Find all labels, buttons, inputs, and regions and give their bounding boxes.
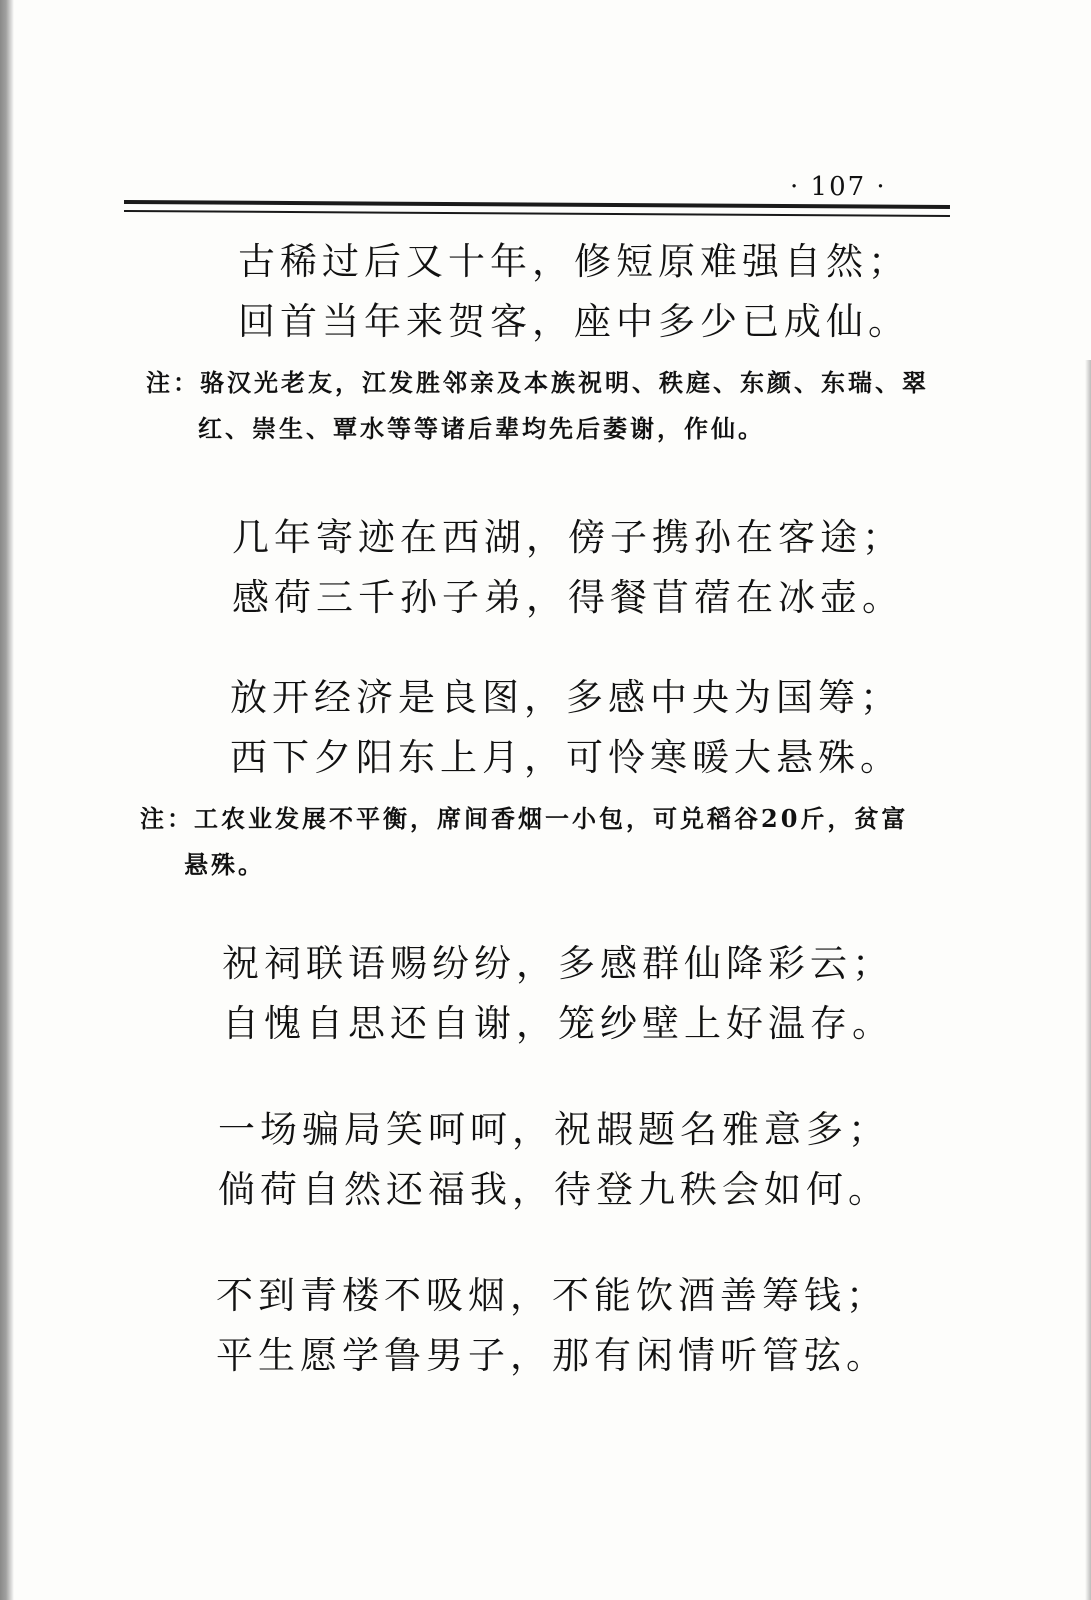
scan-edge-shadow-left (0, 0, 14, 1600)
footnote-line: 注：工农业发展不平衡，席间香烟一小包，可兑稻谷20斤，贫富 (140, 804, 909, 833)
poem-line: 倘荷自然还福我，待登九秩会如何。 (218, 1168, 890, 1211)
poem-line: 不到青楼不吸烟，不能饮酒善筹钱； (216, 1274, 888, 1317)
footnote-1 (146, 360, 929, 452)
poem-line: 自愧自思还自谢，笼纱壁上好温存。 (222, 1002, 894, 1045)
poem-line: 西下夕阳东上月，可怜寒暖大悬殊。 (230, 736, 902, 779)
poem-stanza-6 (216, 1266, 888, 1386)
poem-stanza-5 (218, 1100, 890, 1220)
poem-line: 古稀过后又十年，修短原难强自然； (238, 240, 910, 283)
poem-line: 一场骗局笑呵呵，祝嘏题名雅意多； (218, 1108, 890, 1151)
footnote-line: 红、崇生、覃水等等诸后辈均先后萎谢，作仙。 (198, 414, 765, 443)
poem-line: 放开经济是良图，多感中央为国筹； (230, 676, 902, 719)
poem-stanza-1 (238, 232, 910, 352)
poem-line: 回首当年来贺客，座中多少已成仙。 (238, 300, 910, 343)
poem-line: 平生愿学鲁男子，那有闲情听管弦。 (216, 1334, 888, 1377)
footnote-line: 悬殊。 (184, 850, 265, 879)
footnote-line: 注：骆汉光老友，江发胜邻亲及本族祝明、秩庭、东颜、东瑞、翠 (146, 368, 929, 397)
poem-stanza-2 (232, 508, 904, 628)
header-rule-thin (124, 210, 950, 217)
poem-line: 几年寄迹在西湖，傍子携孙在客途； (232, 516, 904, 559)
poem-line: 祝祠联语赐纷纷，多感群仙降彩云； (222, 942, 894, 985)
page-number: · 107 · (790, 172, 887, 202)
scan-edge-shadow-right (1085, 360, 1091, 1600)
poem-stanza-3 (230, 668, 902, 788)
footnote-2 (140, 796, 908, 888)
poem-line: 感荷三千孙子弟，得餐苜蓿在冰壶。 (232, 576, 904, 619)
poem-stanza-4 (222, 934, 894, 1054)
